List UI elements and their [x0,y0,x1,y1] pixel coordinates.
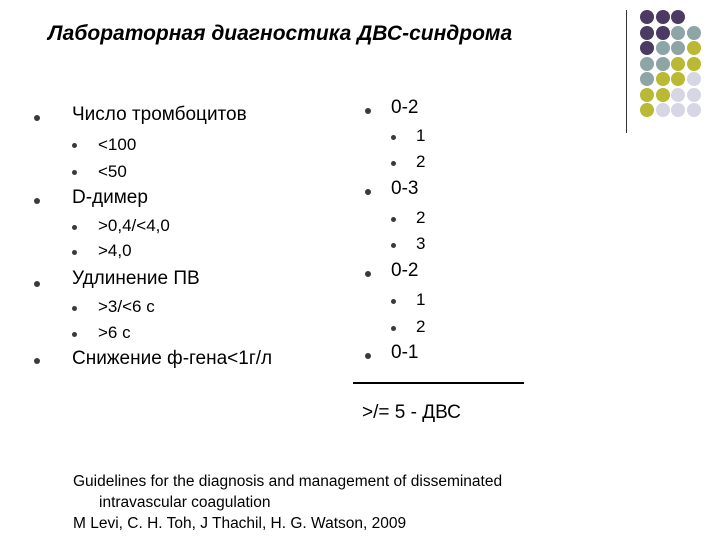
score-value: 2 [416,152,426,171]
score-value: 2 [416,317,426,336]
bullet-icon [34,281,40,287]
criterion-sub-item: <100 [98,135,137,154]
decorative-dot [656,41,670,55]
bullet-icon [391,299,396,304]
decorative-dot [687,41,701,55]
score-range: 0-3 [391,178,419,199]
decorative-dot [687,26,701,40]
decorative-dot [671,88,685,102]
decorative-dot [671,72,685,86]
reference-line-1: Guidelines for the diagnosis and management of disseminated [73,473,503,490]
decorative-dot [640,41,654,55]
bullet-icon [72,170,77,175]
bullet-icon [391,243,396,248]
score-value: 1 [416,290,426,309]
slide-title: Лабораторная диагностика ДВС-синдрома [48,22,513,45]
decorative-dot [671,103,685,117]
bullet-icon [72,332,77,337]
reference-authors: M Levi, C. H. Toh, J Thachil, H. G. Watson, 2009 [73,515,407,532]
decorative-dot [640,103,654,117]
decorative-dot [640,57,654,71]
bullet-icon [72,225,77,230]
bullet-icon [391,326,396,331]
decorative-dot [671,10,685,24]
total-threshold: >/= 5 - ДВС [362,402,461,423]
divider-line [626,10,627,133]
decorative-dot [640,72,654,86]
bullet-icon [365,353,371,359]
bullet-icon [391,217,396,222]
criterion-sub-item: >0,4/<4,0 [98,216,170,235]
bullet-icon [72,143,77,148]
bullet-icon [72,306,77,311]
criterion-sub-item: >6 с [98,323,131,342]
bullet-icon [365,108,371,114]
decorative-dot [640,88,654,102]
decorative-dot [656,57,670,71]
decorative-dot [640,26,654,40]
bullet-icon [391,161,396,166]
score-range: 0-2 [391,260,419,281]
bullet-icon [72,250,77,255]
decorative-dot [656,10,670,24]
criterion-fibrinogen: Снижение ф-гена<1г/л [72,348,273,369]
decorative-dot [656,103,670,117]
criterion-sub-item: <50 [98,162,127,181]
decorative-dot [656,88,670,102]
criterion-d-dimer: D-димер [72,187,148,208]
score-value: 3 [416,234,426,253]
score-value: 2 [416,208,426,227]
decorative-dot [656,72,670,86]
score-range: 0-2 [391,97,419,118]
decorative-dot [671,57,685,71]
decorative-dot [640,10,654,24]
criterion-sub-item: >3/<6 с [98,297,155,316]
bullet-icon [34,358,40,364]
bullet-icon [365,189,371,195]
criterion-platelets: Число тромбоцитов [72,104,247,125]
decorative-dot [687,88,701,102]
bullet-icon [34,115,40,121]
criterion-sub-item: >4,0 [98,241,132,260]
bullet-icon [365,271,371,277]
bullet-icon [34,198,40,204]
score-range: 0-1 [391,342,419,363]
score-value: 1 [416,126,426,145]
decorative-dot [687,57,701,71]
sum-line [353,382,524,384]
decorative-dot [671,41,685,55]
criterion-pt-prolongation: Удлинение ПВ [72,268,200,289]
decorative-dot [671,26,685,40]
bullet-icon [391,135,396,140]
decorative-dot [687,103,701,117]
decorative-dot [656,26,670,40]
decorative-dot [687,72,701,86]
reference-line-2: intravascular coagulation [99,494,271,511]
